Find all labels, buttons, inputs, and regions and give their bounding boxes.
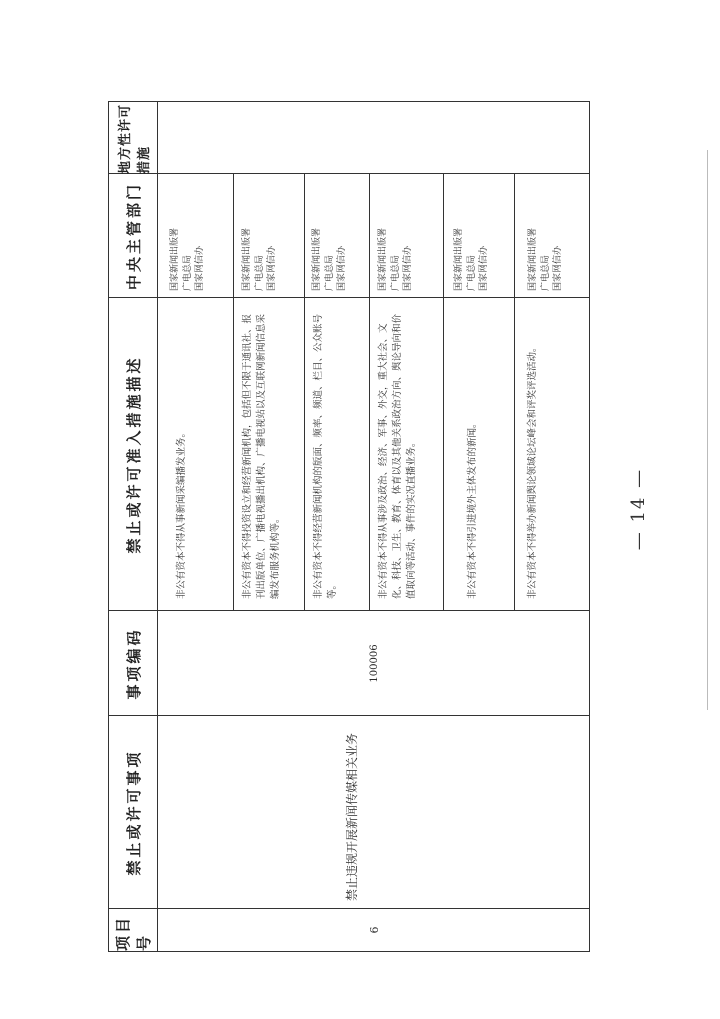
page-number: — 14 — (628, 467, 649, 551)
description-row: 非公有资本不得从事新闻采编播发业务。 (176, 427, 187, 599)
header-local: 地方性许可措施 (118, 103, 152, 174)
description-row: 非公有资本不得投资设立和经营新闻机构，包括但不限于通讯社、报刊出版单位、广播电视播出机构、广播电视站以及互联网新闻信息采编发布服务机构等。 (242, 313, 281, 599)
description-row: 非公有资本不得引进境外主体发布的新闻。 (467, 418, 478, 599)
description-row: 非公有资本不得经营新闻机构的版面、频率、频道、栏目、公众账号等。 (313, 313, 338, 599)
department-row: 国家新闻出版署 广电总局 国家网信办 (378, 227, 413, 291)
header-description: 禁止或许可准入措施描述 (124, 355, 143, 554)
description-row: 非公有资本不得从事涉及政治、经济、军事、外交，重大社会、文化、科技、卫生、教育、体育以及其他关系政治方向、舆论导向和价值取向等活动、事件的实况直播业务。 (378, 313, 417, 599)
item-code: 100006 (368, 644, 380, 683)
item-matter: 禁止违规开展新闻传媒相关业务 (345, 732, 359, 901)
permission-table (108, 101, 590, 952)
department-row: 国家新闻出版署 广电总局 国家网信办 (170, 227, 205, 291)
department-row: 国家新闻出版署 广电总局 国家网信办 (312, 227, 347, 291)
header-item-no: 项目号 (114, 914, 153, 951)
department-row: 国家新闻出版署 广电总局 国家网信办 (454, 227, 489, 291)
header-code: 事项编码 (124, 627, 143, 700)
item-number: 6 (367, 926, 381, 934)
header-department: 中央主管部门 (124, 182, 143, 291)
header-matter: 禁止或许可事项 (124, 749, 143, 876)
scan-edge-mark (707, 150, 708, 710)
description-row: 非公有资本不得举办新闻舆论领域论坛峰会和评奖评选活动。 (527, 342, 538, 599)
department-row: 国家新闻出版署 广电总局 国家网信办 (242, 227, 277, 291)
department-row: 国家新闻出版署 广电总局 国家网信办 (528, 227, 563, 291)
